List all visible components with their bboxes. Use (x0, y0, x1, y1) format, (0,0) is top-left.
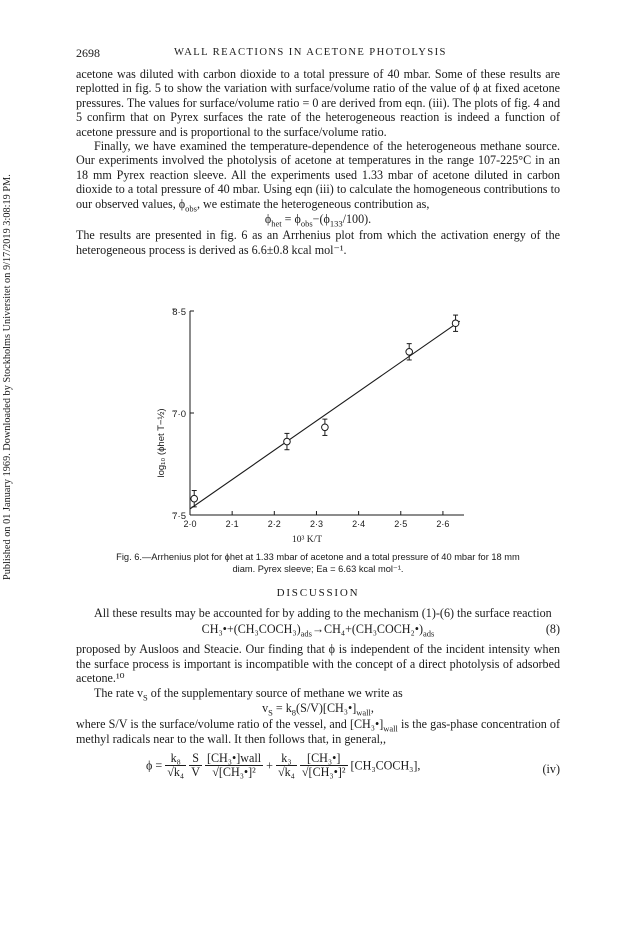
rate-vs-tail: , (370, 701, 374, 716)
x-axis-title: 10³ K/T (291, 535, 323, 545)
eq-het-rhs-c: /100). (342, 212, 372, 227)
paragraph-3: The results are presented in fig. 6 as an Arrhenius plot from which the activation energy of the heterogeneous process is derived as 6.6±0.8 kcal mol⁻¹. (76, 228, 560, 257)
paragraph-6-end: of the supplementary source of methane we write as (147, 685, 403, 700)
page-number: 2698 (76, 46, 100, 60)
equation-phi-het (76, 212, 560, 229)
reaction-8-number: (8) (545, 622, 560, 637)
x-tick-label: 2·1 (225, 519, 239, 529)
eq-iv-frac-5-num: [CH₃•] (300, 752, 348, 766)
page-header (76, 46, 560, 62)
x-tick-label: 2·5 (394, 519, 408, 529)
data-point (322, 424, 329, 431)
x-tick-label: 2·3 (309, 519, 323, 529)
reaction-8-line (76, 622, 560, 642)
data-point (406, 349, 413, 356)
rate-vs-rhs: = k (272, 701, 292, 716)
paragraph-7-end: is the gas-phase concentration of methyl radicals near to the wall. It then follows that, in general,, (76, 717, 561, 746)
eq-het-lhs-sub: het (271, 218, 282, 229)
equation-iv (146, 752, 420, 779)
y-tick-label: ̃7·0 (172, 409, 186, 420)
eq-iv-frac-1-num: k₈ (165, 752, 186, 766)
eq-iv-lhs: ϕ = (146, 758, 163, 773)
figure-caption-line-2: diam. Pyrex sleeve; Ea = 6.63 kcal mol⁻¹. (232, 563, 404, 574)
figure-caption (76, 552, 560, 575)
fit-line (190, 321, 460, 509)
figure-caption-line-1: Fig. 6.—Arrhenius plot for ϕhet at 1.33 mbar of acetone and a total pressure of 40 mbar for 18 mm (116, 552, 520, 562)
download-notice-text: Published on 01 January 1969. Downloaded by Stockholms Universitet on 9/17/2019 3:08:19 PM. (2, 174, 13, 580)
paragraph-4: All these results may be accounted for by adding to the mechanism (1)-(6) the surface reaction (94, 606, 552, 620)
x-tick-label: 2·4 (352, 519, 366, 529)
y-tick-label: ̃7·5 (172, 511, 186, 522)
rate-vs-sub: S (268, 707, 273, 718)
paragraph-7-sub: wall (383, 723, 398, 734)
x-tick-label: 2·2 (267, 519, 281, 529)
eq-iv-frac-3-den: √[CH₃•]² (212, 765, 256, 780)
reaction-8-sub2: ads (423, 628, 435, 639)
y-tick-label: ̃8·5 (172, 307, 186, 318)
rate-vs: v (262, 701, 269, 716)
x-tick-label: 2·0 (183, 519, 197, 529)
paragraph-1: acetone was diluted with carbon dioxide to a total pressure of 40 mbar. Some of these results are replotted in fig. 5 to show the variation with surface/volume ratio of the value of ϕ at fixed acetone pressures. The values for surface/volume ratio = 0 are derived from eqn. (iii). The plots of fig. 4 and 5 confirm that on Pyrex surfaces the rate of the heterogeneous reaction is indeed a function of acetone pressure and is proportional to the surface/volume ratio. (76, 67, 560, 139)
paragraph-7-text: where S/V is the surface/volume ratio of the vessel, and [CH₃•] (76, 717, 384, 732)
running-title: WALL REACTIONS IN ACETONE PHOTOLYSIS (174, 47, 447, 58)
eq-iv-frac-2 (189, 752, 202, 779)
eq-iv-frac-4 (276, 752, 297, 779)
eq-iv-frac-1 (165, 752, 186, 779)
paragraph-6-text: The rate v (94, 685, 144, 700)
y-axis-title: log₁₀ (ϕhet T−½) (156, 408, 167, 478)
data-point (191, 495, 198, 502)
equation-iv-line (76, 752, 560, 792)
data-point (284, 438, 291, 445)
eq-iv-number: (iv) (542, 762, 560, 777)
eq-iv-tail: [CH₃COCH₃], (350, 758, 421, 773)
eq-het-lhs: ϕ (264, 212, 272, 227)
paragraph-2-sub: obs (185, 203, 197, 214)
paragraph-6 (76, 685, 560, 703)
x-tick-label: 2·6 (436, 519, 450, 529)
reaction-8 (76, 622, 560, 639)
data-point (452, 320, 459, 327)
rate-vs-rhs-end: (S/V)[CH₃•] (296, 701, 357, 716)
arrhenius-plot (76, 301, 560, 553)
eq-iv-frac-3-num: [CH₃•]wall (206, 751, 262, 766)
paragraph-2-end: , we estimate the heterogeneous contribution as, (196, 196, 430, 211)
eq-het-rhs-b: −(ϕ (312, 212, 330, 227)
eq-iv-frac-4-num: k₃ (276, 752, 297, 766)
download-notice (2, 150, 14, 580)
eq-het-rhs-b-sub: 133 (329, 218, 343, 229)
reaction-8-a: CH₃•+(CH₃COCH₃) (201, 622, 301, 637)
eq-iv-frac-2-num: S (189, 752, 202, 766)
eq-het-rhs-a-sub: obs (300, 218, 313, 229)
eq-iv-frac-5-den: √[CH₃•]² (301, 765, 346, 780)
paragraph-5: proposed by Ausloos and Steacie. Our finding that ϕ is independent of the incident intensity when the surface process is important is incompatible with the concept of a direct photolysis of adsorbed acetone.¹⁰ (76, 642, 560, 686)
eq-iv-frac-3 (205, 752, 263, 779)
paragraph-6-sub: S (143, 692, 148, 703)
eq-iv-frac-4-den: √k₄ (277, 765, 295, 780)
eq-iv-frac-5 (300, 752, 348, 779)
eq-iv-plus: + (266, 758, 273, 773)
eq-iv-frac-2-den: V (191, 765, 200, 780)
paragraph-2-text: Finally, we have examined the temperature-dependence of the heterogeneous methane source. Our experiments involved the photolysis of acetone at temperatures in the range 107-225°C in an 18 mm Pyrex reaction sleeve. All the experiments used 1.33 mbar of acetone diluted in carbon dioxide to a total pressure of 40 mbar. Using eqn (iii) to calculate the homogeneous contributions to our observed values, ϕ (76, 139, 560, 211)
equation-rate-vs (76, 701, 560, 718)
eq-het-rhs-a: = ϕ (281, 212, 301, 227)
body-block-bottom (76, 606, 560, 792)
paragraph-2 (76, 139, 560, 214)
paragraph-7 (76, 717, 560, 746)
eq-iv-frac-1-den: √k₄ (167, 765, 185, 780)
section-heading-discussion: DISCUSSION (276, 587, 360, 599)
reaction-8-mid: →CH₄+(CH₃COCH₂•) (311, 622, 424, 637)
reaction-8-sub1: ads (300, 628, 312, 639)
body-block-top (76, 67, 560, 257)
rate-vs-rhs-sub: 8 (291, 707, 297, 718)
rate-vs-wall-sub: wall (356, 707, 371, 718)
